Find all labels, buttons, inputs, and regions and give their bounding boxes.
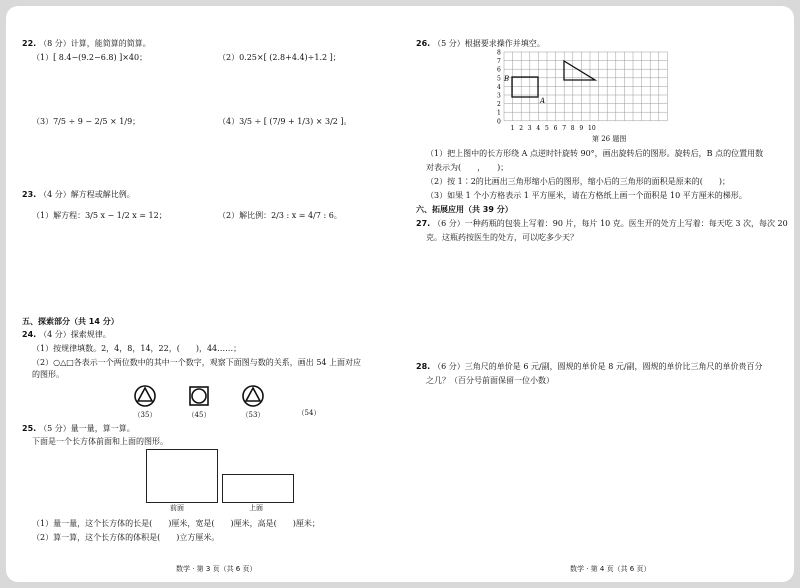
q25-prompt-text: （5 分）量一量，算一算。 — [39, 424, 135, 433]
q22-part3: （3）7/5 ÷ 9 − 2/5 × 1/9； — [32, 117, 141, 126]
q26-figure-caption: 第 26 题图 — [592, 135, 627, 143]
grid-y-tick-label: 7 — [497, 58, 501, 66]
q28-line2: 之几？（百分号前面保留一位小数） — [426, 376, 554, 385]
q24-prompt — [22, 329, 111, 341]
grid-y-tick-label: 0 — [497, 118, 501, 126]
q25-part1: （1）量一量，这个长方体的长是( )厘米，宽是( )厘米，高是( )厘米； — [32, 519, 320, 528]
right-page — [400, 6, 794, 582]
q23-part1: （1）解方程：3/5 x − 1/2 x = 12； — [32, 211, 167, 220]
grid-x-tick-label: 5 — [545, 124, 549, 130]
q25-number: 25. — [22, 424, 37, 433]
section-5-heading: 五、探索部分（共 14 分） — [22, 317, 119, 326]
grid-x-tick-label: 1 — [510, 124, 515, 130]
grid-y-ticks — [497, 50, 501, 126]
grid-x-tick-label: 4 — [536, 124, 541, 130]
q23-number: 23. — [22, 190, 37, 199]
q25-subtext: 下面是一个长方体前面和上面的图形。 — [32, 437, 168, 446]
section-6-heading: 六、拓展应用（共 39 分） — [416, 205, 513, 214]
grid-rectangle — [512, 77, 538, 97]
circle-with-triangle-icon — [134, 385, 156, 407]
grid-y-tick-label: 2 — [497, 101, 501, 109]
q22-prompt — [22, 38, 151, 50]
q26-prompt-text: （5 分）根据要求操作并填空。 — [433, 39, 545, 48]
coordinate-grid-figure — [482, 48, 682, 130]
square-circle-figure — [184, 385, 214, 420]
grid-x-ticks — [511, 125, 596, 130]
grid-y-tick-label: 4 — [497, 83, 501, 91]
right-page-footer: 数学 · 第 4 页（共 6 页） — [570, 565, 651, 573]
left-page — [6, 6, 400, 582]
circle-with-triangle-icon — [242, 385, 264, 407]
q28-text: （6 分）三角尺的单价是 6 元/副，圆规的单价是 8 元/副，圆规的单价比三角尺的单价贵百分 — [433, 362, 763, 371]
q22-number: 22. — [22, 39, 37, 48]
q28-line1 — [416, 361, 763, 373]
figure-caption-54: （54） — [297, 409, 321, 417]
grid-x-tick-label: 2 — [519, 124, 524, 130]
q23-prompt-text: （4 分）解方程或解比例。 — [39, 190, 135, 199]
q26-part1-cont: 对表示为( ， )； — [426, 163, 509, 172]
triangle-circle-figure — [238, 385, 268, 420]
grid-lines — [504, 52, 667, 121]
figure-caption-35: （35） — [133, 411, 157, 419]
figure-caption-53: （53） — [241, 411, 265, 419]
point-a-label: A — [540, 97, 546, 105]
grid-x-tick-label: 8 — [570, 124, 575, 130]
q28-number: 28. — [416, 362, 431, 371]
grid-triangle — [564, 61, 595, 80]
q26-number: 26. — [416, 39, 431, 48]
grid-x-tick-label: 9 — [579, 124, 584, 130]
grid-x-tick-label: 7 — [562, 124, 567, 130]
q24-part2: （2）○△□各表示一个两位数中的其中一个数字，观察下面图与数的关系，画出 54 上面对应 — [32, 358, 362, 367]
q25-prompt — [22, 423, 135, 435]
blank-figure — [294, 407, 324, 418]
q24-prompt-text: （4 分）探索规律。 — [39, 330, 111, 339]
q22-part1: （1）[ 8.4−(9.2−6.8) ]×40； — [32, 53, 148, 62]
grid-x-tick-label: 3 — [527, 124, 532, 130]
top-face-rectangle — [222, 474, 294, 503]
grid-y-tick-label: 5 — [497, 75, 501, 83]
front-face-label: 前面 — [170, 504, 184, 512]
grid-x-tick-label: 6 — [553, 124, 558, 130]
q25-part2: （2）算一算，这个长方体的体积是( )立方厘米。 — [32, 533, 220, 542]
q22-part4: （4）3/5 ÷ [ (7/9 + 1/3) × 3/2 ]。 — [218, 117, 352, 126]
square-with-circle-icon — [188, 385, 210, 407]
q24-number: 24. — [22, 330, 37, 339]
q22-part2: （2）0.25×[ (2.8+4.4)÷1.2 ]； — [218, 53, 341, 62]
circle-triangle-figure — [130, 385, 160, 420]
figure-caption-45: （45） — [187, 411, 211, 419]
front-face-rectangle — [146, 449, 218, 503]
q27-number: 27. — [416, 219, 431, 228]
q26-part3: （3）如果 1 个小方格表示 1 平方厘米，请在方格纸上画一个面积是 10 平方厘米的梯形。 — [426, 191, 747, 200]
grid-x-tick-label: 10 — [588, 124, 596, 130]
q24-part2-cont: 的图形。 — [32, 370, 64, 379]
grid-y-tick-label: 6 — [497, 66, 501, 74]
top-face-label: 上面 — [249, 504, 263, 512]
grid-y-tick-label: 1 — [497, 109, 501, 117]
left-page-footer: 数学 · 第 3 页（共 6 页） — [176, 565, 257, 573]
exam-sheet — [6, 6, 794, 582]
q27-line2: 克。这瓶药按医生的处方，可以吃多少天？ — [426, 233, 578, 242]
grid-y-tick-label: 3 — [497, 92, 501, 100]
q23-part2: （2）解比例：2/3 : x = 4/7 : 6。 — [218, 211, 342, 220]
q26-part2: （2）按 1∶2的比画出三角形缩小后的图形，缩小后的三角形的面积是原来的( )； — [426, 177, 731, 186]
q27-line1 — [416, 218, 788, 230]
grid-y-tick-label: 8 — [497, 49, 501, 57]
q22-prompt-text: （8 分）计算，能简算的简算。 — [39, 39, 151, 48]
q27-text: （6 分）一种药瓶的包装上写着：90 片，每片 10 克。医生开的处方上写着：每天吃 3 次，每次 20 — [433, 219, 788, 228]
q23-prompt — [22, 189, 135, 201]
point-b-label: B — [504, 75, 510, 83]
q24-part1: （1）按规律填数。2，4，8，14，22，( )，44……； — [32, 344, 242, 353]
q26-part1: （1）把上图中的长方形绕 A 点逆时针旋转 90°，画出旋转后的图形。旋转后，B 点的位置用数 — [426, 149, 764, 158]
